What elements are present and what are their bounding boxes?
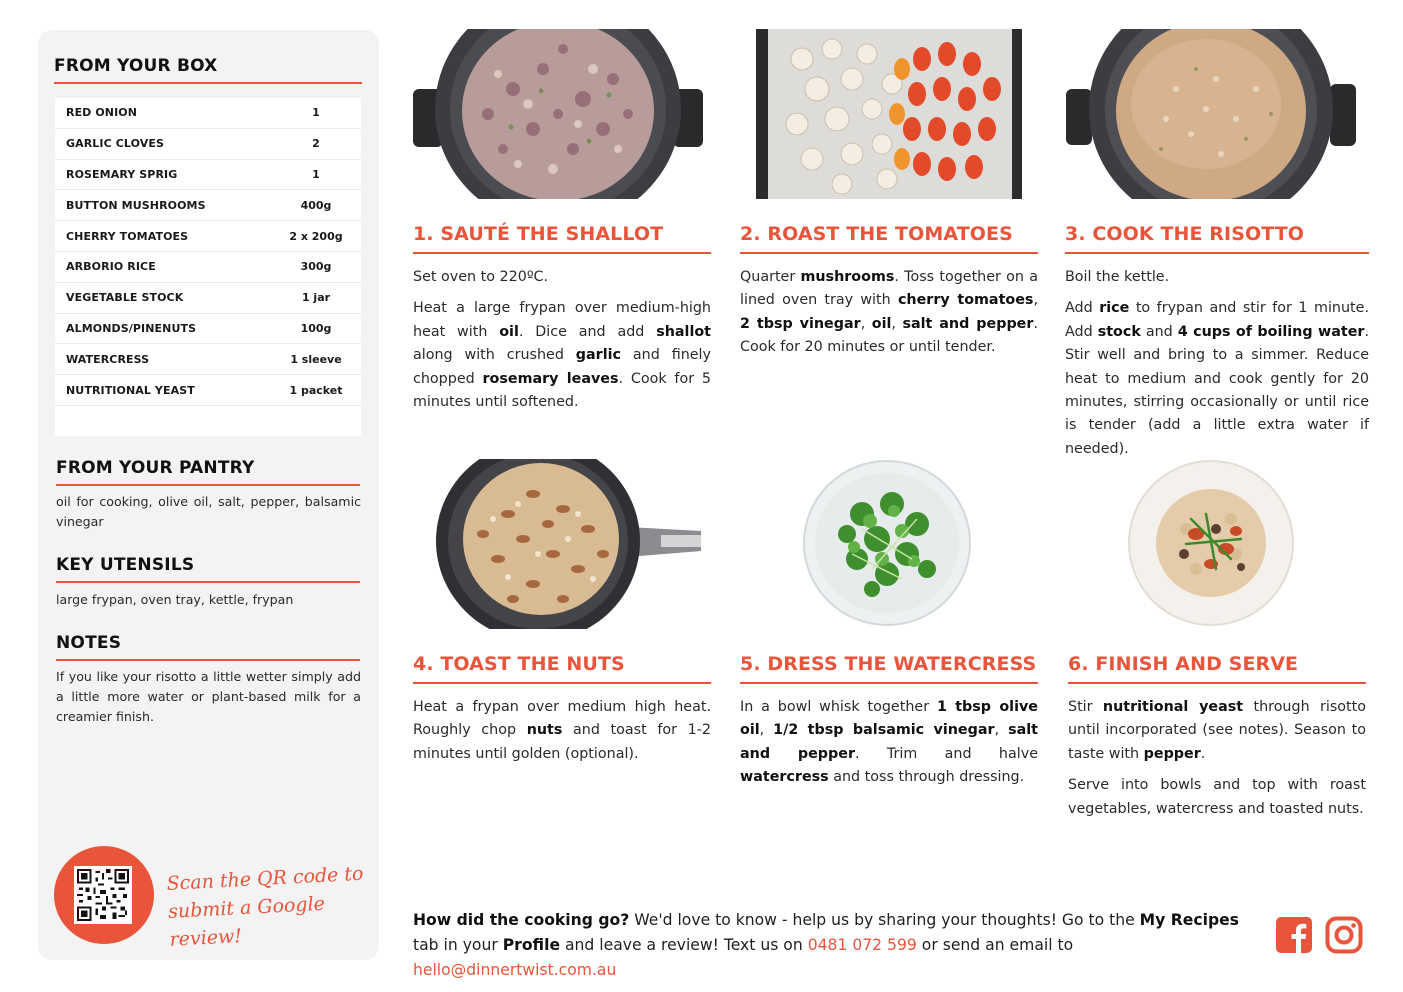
ingredient-name: VEGETABLE STOCK (66, 291, 184, 305)
step-1-title: 1. SAUTÉ THE SHALLOT (413, 223, 711, 254)
ingredient-name: NUTRITIONAL YEAST (66, 383, 195, 397)
step-ingredient: rice (1099, 300, 1130, 317)
step-ingredient: rosemary leaves (482, 370, 619, 387)
step-ingredient: shallot (656, 323, 711, 340)
step-paragraph: Serve into bowls and top with roast vegetables, watercress and toasted nuts. (1068, 777, 1366, 817)
step-ingredient: 1/2 tbsp balsamic vinegar (773, 722, 995, 739)
step-6-title: 6. FINISH AND SERVE (1068, 653, 1366, 684)
step-ingredient: cherry tomatoes (897, 292, 1034, 309)
ingredient-qty: 300g (300, 260, 332, 274)
footer-text: and leave a review! Text us on (560, 936, 808, 954)
step-text: and toast for 1-2 minutes until golden (optional). (413, 722, 711, 762)
step-ingredient: 4 cups of boiling water (1177, 323, 1365, 340)
ingredient-name: BUTTON MUSHROOMS (66, 198, 206, 212)
qr-code-icon[interactable] (74, 866, 132, 924)
step-ingredient: nutritional yeast (1102, 699, 1244, 715)
step-text: and toss through dressing. (828, 769, 1025, 786)
ingredient-qty: 1 sleeve (290, 352, 342, 366)
step-paragraph: Boil the kettle. (1065, 269, 1170, 285)
step-5-title: 5. DRESS THE WATERCRESS (740, 653, 1038, 684)
step-text: , (860, 315, 872, 332)
step-ingredient: oil (871, 315, 892, 332)
watercress-bowl-photo (742, 459, 1032, 629)
step-ingredient: nuts (526, 722, 563, 739)
step-paragraph (413, 297, 711, 414)
step-ingredient: salt and pepper (740, 722, 1038, 762)
ingredient-name: WATERCRESS (66, 352, 150, 366)
ingredient-qty: 1 jar (301, 291, 331, 305)
footer-text: or send an email to (916, 936, 1074, 954)
ingredient-row (55, 221, 361, 252)
step-3-title: 3. COOK THE RISOTTO (1065, 223, 1369, 254)
step-text: Add (1065, 300, 1100, 317)
step-text: and (1140, 323, 1178, 340)
step-paragraph: Set oven to 220ºC. (413, 269, 549, 285)
step-ingredient: garlic (575, 347, 622, 364)
ingredient-row (55, 344, 361, 375)
roast-tray-photo (742, 29, 1032, 199)
ingredient-row (55, 98, 361, 129)
qr-caption-line: submit a Google review! (167, 892, 326, 951)
ingredient-qty: 400g (300, 198, 332, 212)
step-ingredient: watercress (740, 769, 829, 786)
step-text: In a bowl whisk together (740, 699, 937, 715)
qr-caption-line: Scan the QR code to (166, 862, 364, 895)
step-6-body (1068, 696, 1366, 829)
step-paragraph (413, 696, 711, 766)
step-text: . Cook for 5 minutes until softened. (413, 370, 711, 411)
footer-message (413, 908, 1263, 983)
sidebar (38, 30, 379, 960)
step-text: . Stir well and bring to a simmer. Reduce heat to medium and cook gently for 20 minutes, stirring occasionally or until rice is tender (add a little extra water if needed). (1065, 323, 1369, 457)
ingredient-qty: 100g (300, 321, 332, 335)
step-text: through risotto until incorporated (see notes). Season to taste with (1068, 699, 1366, 762)
step-text: . Dice and add (518, 323, 657, 340)
step-text: . Trim and halve (855, 745, 1038, 762)
ingredient-qty: 1 (312, 106, 320, 120)
ingredient-name: ALMONDS/PINENUTS (66, 321, 197, 335)
step-text: , (891, 315, 903, 332)
footer-question: How did the cooking go? (413, 911, 630, 929)
plated-risotto-photo (1066, 459, 1356, 629)
ingredient-name: RED ONION (66, 106, 138, 120)
step-paragraph (1068, 696, 1366, 766)
step-ingredient: 1 tbsp olive oil (740, 699, 1038, 739)
ingredient-row (55, 160, 361, 191)
step-2-body (740, 266, 1038, 368)
step-text: , (994, 722, 1009, 739)
footer-text: We'd love to know - help us by sharing your thoughts! Go to the (629, 911, 1140, 929)
nuts-pan-photo (413, 459, 703, 629)
step-text: Heat a frypan over medium high heat. Roughly chop (413, 699, 711, 739)
ingredient-qty: 1 (312, 167, 320, 181)
ingredient-row (55, 375, 361, 406)
step-3-body (1065, 266, 1369, 469)
my-recipes-label: My Recipes (1139, 911, 1239, 929)
phone-link[interactable]: 0481 072 599 (807, 936, 917, 954)
step-4-body (413, 696, 711, 774)
ingredient-qty: 1 packet (289, 383, 343, 397)
qr-badge[interactable] (54, 846, 154, 944)
step-text: , (759, 722, 774, 739)
step-text: Quarter (740, 269, 801, 285)
ingredient-name: CHERRY TOMATOES (66, 229, 189, 243)
step-paragraph (740, 696, 1038, 790)
ingredient-row (55, 314, 361, 345)
ingredient-qty: 2 (312, 137, 320, 151)
footer-text: tab in your (413, 936, 503, 954)
step-ingredient: pepper (1143, 745, 1201, 762)
ingredient-row (55, 283, 361, 314)
pantry-heading: FROM YOUR PANTRY (56, 458, 360, 486)
qr-caption (166, 860, 370, 954)
ingredients-table (55, 98, 361, 436)
step-ingredient: stock (1097, 323, 1141, 340)
step-5-body (740, 696, 1038, 798)
step-ingredient: salt and pepper (902, 315, 1034, 332)
box-heading: FROM YOUR BOX (54, 56, 362, 84)
step-1-body (413, 266, 711, 422)
notes-heading: NOTES (56, 633, 360, 661)
step-text: Stir (1068, 699, 1103, 715)
step-ingredient: oil (499, 323, 519, 340)
step-text: Heat a large frypan over medium-high heat with (413, 300, 711, 340)
step-paragraph (740, 266, 1038, 360)
step-text: . (1200, 745, 1206, 762)
step-text: to frypan and stir for 1 minute. Add (1065, 300, 1369, 340)
utensils-heading: KEY UTENSILS (56, 555, 360, 583)
utensils-text: large frypan, oven tray, kettle, frypan (56, 592, 294, 607)
profile-label: Profile (502, 936, 561, 954)
step-paragraph (1065, 297, 1369, 461)
instagram-icon[interactable] (1325, 916, 1363, 954)
facebook-icon[interactable] (1275, 916, 1313, 954)
email-link[interactable]: hello@dinnertwist.com.au (413, 961, 617, 979)
step-ingredient: mushrooms (800, 269, 895, 285)
ingredient-row (55, 252, 361, 283)
shallot-pan-photo (413, 29, 703, 199)
step-text: and finely chopped (413, 347, 711, 387)
step-ingredient: 2 tbsp vinegar (740, 315, 861, 332)
ingredient-name: ARBORIO RICE (66, 260, 156, 274)
ingredient-name: GARLIC CLOVES (66, 137, 165, 151)
risotto-pan-photo (1066, 29, 1356, 199)
notes-text: If you like your risotto a little wetter simply add a little more water or plant-based milk for a creamier finish. (56, 669, 361, 724)
step-text: , (1033, 292, 1038, 309)
step-2-title: 2. ROAST THE TOMATOES (740, 223, 1038, 254)
step-text: . Toss together on a lined oven tray with (740, 269, 1038, 309)
ingredient-row (55, 129, 361, 160)
ingredient-name: ROSEMARY SPRIG (66, 167, 178, 181)
pantry-text: oil for cooking, olive oil, salt, pepper, balsamic vinegar (56, 494, 361, 529)
step-4-title: 4. TOAST THE NUTS (413, 653, 711, 684)
step-text: along with crushed (413, 347, 576, 364)
step-text: . Cook for 20 minutes or until tender. (740, 315, 1038, 356)
ingredient-row (55, 190, 361, 221)
ingredient-qty: 2 x 200g (289, 229, 343, 243)
